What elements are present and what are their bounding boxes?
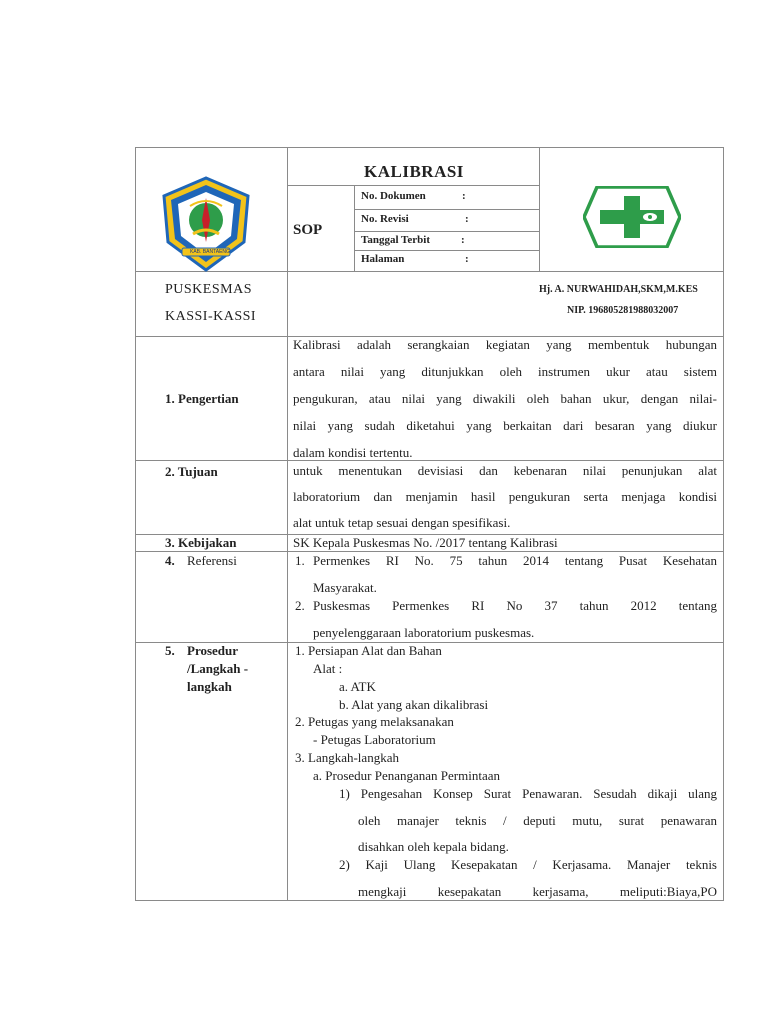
section-2-line-1: untuk menentukan devisiasi dan kebenaran nilai penunjukan alat bbox=[293, 463, 717, 478]
sop-label: SOP bbox=[293, 222, 323, 238]
section-1-line-3: pengukuran, atau nilai yang diwakili oleh bahan ukur, dengan nilai- bbox=[293, 391, 717, 406]
section-2-line-3: alat untuk tetap sesuai dengan spesifikasi. bbox=[293, 515, 511, 530]
signer-name: Hj. A. NURWAHIDAH,SKM,M.KES bbox=[539, 284, 698, 295]
section-4-item-2-line-2: penyelenggaraan laboratorium puskesmas. bbox=[313, 625, 535, 640]
border-left bbox=[135, 147, 136, 900]
meta-sep-doc-number: : bbox=[462, 190, 466, 202]
procedure-item-2-line-2: mengkaji kesepakatan kerjasama, meliputi:Biaya,PO bbox=[358, 884, 717, 899]
section-5-label-line-2: /Langkah - bbox=[187, 661, 249, 676]
procedure-item-1-line-3: disahkan oleh kepala bidang. bbox=[358, 839, 509, 854]
col-divider-meta bbox=[354, 185, 355, 271]
procedure-officer: - Petugas Laboratorium bbox=[313, 732, 436, 747]
meta-label-issue-date: Tanggal Terbit bbox=[361, 234, 430, 246]
section-1-label: 1. Pengertian bbox=[165, 391, 239, 406]
meta-sep-issue-date: : bbox=[461, 234, 465, 246]
meta-sep-page: : bbox=[465, 253, 469, 265]
sep-s1-s2 bbox=[135, 460, 724, 461]
section-1-line-5: dalam kondisi tertentu. bbox=[293, 445, 413, 460]
procedure-item-1-line-2: oleh manajer teknis / deputi mutu, surat penawaran bbox=[358, 813, 717, 828]
procedure-tool-a: a. ATK bbox=[339, 679, 376, 694]
org-name-line-1: PUSKESMAS bbox=[165, 282, 252, 297]
procedure-tools-heading: Alat : bbox=[313, 661, 343, 676]
section-4-item-1-number: 1. bbox=[295, 553, 305, 568]
section-5-number: 5. bbox=[165, 643, 175, 658]
meta-row-line-2 bbox=[354, 231, 539, 232]
meta-row-line-1 bbox=[354, 209, 539, 210]
border-top bbox=[135, 147, 724, 148]
procedure-tool-b: b. Alat yang akan dikalibrasi bbox=[339, 697, 489, 712]
section-2-line-2: laboratorium dan menjamin hasil pengukuran serta menjaga kondisi bbox=[293, 489, 717, 504]
emblem-banner-text: KAB. BANTAENG bbox=[190, 249, 230, 255]
section-1-line-2: antara nilai yang ditunjukkan oleh instrumen ukur atau sistem bbox=[293, 364, 717, 379]
section-5-label-line-1: Prosedur bbox=[187, 643, 239, 658]
meta-sep-revision: : bbox=[465, 213, 469, 225]
org-name-line-2: KASSI-KASSI bbox=[165, 309, 257, 324]
section-1-line-4: nilai yang sudah diketahui yang berkaitan dari besaran yang diukur bbox=[293, 418, 717, 433]
section-3-text: SK Kepala Puskesmas No. /2017 tentang Kalibrasi bbox=[293, 535, 558, 550]
col-divider-2 bbox=[539, 147, 540, 271]
procedure-step-3: 3. Langkah-langkah bbox=[295, 750, 399, 765]
section-2-label: 2. Tujuan bbox=[165, 464, 218, 479]
puskesmas-logo-icon bbox=[583, 186, 681, 248]
meta-label-doc-number: No. Dokumen bbox=[361, 190, 426, 202]
sep-s3-s4 bbox=[135, 551, 724, 552]
procedure-step-2: 2. Petugas yang melaksanakan bbox=[295, 714, 454, 729]
meta-label-revision: No. Revisi bbox=[361, 213, 409, 225]
section-3-label: 3. Kebijakan bbox=[165, 535, 237, 550]
procedure-item-1-line-1: 1) Pengesahan Konsep Surat Penawaran. Sesudah dikaji ulang bbox=[339, 786, 717, 801]
section-1-line-1: Kalibrasi adalah serangkaian kegiatan yang membentuk hubungan bbox=[293, 337, 717, 352]
document-title: KALIBRASI bbox=[364, 162, 464, 181]
section-4-label: Referensi bbox=[187, 553, 237, 568]
regency-emblem-icon bbox=[160, 176, 252, 272]
procedure-sub-a: a. Prosedur Penanganan Permintaan bbox=[313, 768, 501, 783]
title-underline bbox=[287, 185, 539, 186]
signer-nip: NIP. 196805281988032007 bbox=[567, 305, 679, 316]
section-4-item-2-number: 2. bbox=[295, 598, 305, 613]
section-4-item-1-line-1: Permenkes RI No. 75 tahun 2014 tentang Pusat Kesehatan bbox=[313, 553, 717, 568]
section-4-item-1-line-2: Masyarakat. bbox=[313, 580, 377, 595]
meta-row-line-3 bbox=[354, 250, 539, 251]
meta-label-page: Halaman bbox=[361, 253, 405, 265]
section-4-item-2-line-1: Puskesmas Permenkes RI No 37 tahun 2012 tentang bbox=[313, 598, 717, 613]
border-right bbox=[723, 147, 724, 900]
border-bottom bbox=[135, 900, 724, 901]
procedure-step-1: 1. Persiapan Alat dan Bahan bbox=[295, 643, 442, 658]
section-5-label-line-3: langkah bbox=[187, 679, 232, 694]
col-divider-1 bbox=[287, 147, 288, 900]
procedure-item-2-line-1: 2) Kaji Ulang Kesepakatan / Kerjasama. Manajer teknis bbox=[339, 857, 717, 872]
section-4-number: 4. bbox=[165, 553, 175, 568]
